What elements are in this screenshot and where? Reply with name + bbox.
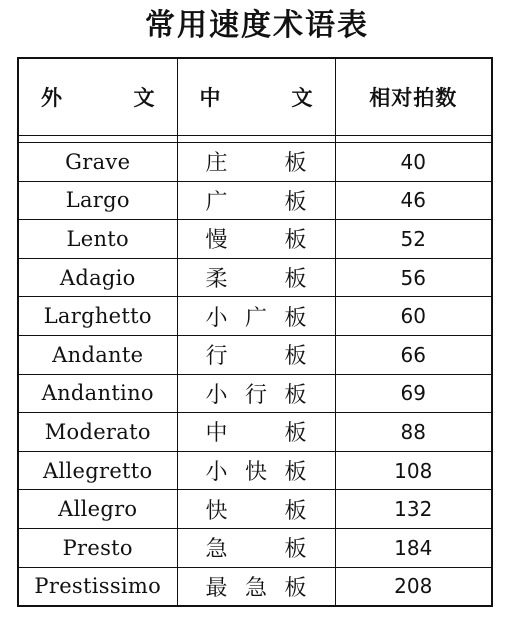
foreign-term-cell: Lento <box>18 220 177 259</box>
chinese-term-cell: 行 板 <box>177 335 335 374</box>
bpm-cell: 52 <box>335 220 492 259</box>
table-row <box>18 143 492 182</box>
bpm-cell: 108 <box>335 451 492 490</box>
bpm-cell: 69 <box>335 374 492 413</box>
bpm-cell: 40 <box>335 143 492 182</box>
header-bpm: 相对拍数 <box>335 58 492 136</box>
table-row <box>18 374 492 413</box>
table-row <box>18 490 492 529</box>
bpm-cell: 60 <box>335 297 492 336</box>
chinese-term-cell: 小 行 板 <box>177 374 335 413</box>
table-row <box>18 335 492 374</box>
foreign-term-cell: Larghetto <box>18 297 177 336</box>
chinese-term-cell: 快 板 <box>177 490 335 529</box>
table-row <box>18 297 492 336</box>
header-chinese: 中 文 <box>177 58 335 136</box>
bpm-cell: 66 <box>335 335 492 374</box>
bpm-cell: 184 <box>335 528 492 567</box>
bpm-cell: 132 <box>335 490 492 529</box>
table-row <box>18 258 492 297</box>
chinese-term-cell: 小 快 板 <box>177 451 335 490</box>
foreign-term-cell: Andantino <box>18 374 177 413</box>
foreign-term-cell: Moderato <box>18 413 177 452</box>
bpm-cell: 46 <box>335 181 492 220</box>
foreign-term-cell: Allegretto <box>18 451 177 490</box>
chinese-term-cell: 最 急 板 <box>177 567 335 606</box>
chinese-term-cell: 广 板 <box>177 181 335 220</box>
bpm-cell: 56 <box>335 258 492 297</box>
table-row <box>18 413 492 452</box>
table-body <box>18 136 492 607</box>
header-row <box>18 58 492 136</box>
foreign-term-cell: Adagio <box>18 258 177 297</box>
foreign-term-cell: Prestissimo <box>18 567 177 606</box>
chinese-term-cell: 柔 板 <box>177 258 335 297</box>
foreign-term-cell: Presto <box>18 528 177 567</box>
table-row <box>18 220 492 259</box>
header-foreign: 外 文 <box>18 58 177 136</box>
foreign-term-cell: Largo <box>18 181 177 220</box>
chinese-term-cell: 慢 板 <box>177 220 335 259</box>
page-title: 常用速度术语表 <box>145 8 369 43</box>
header-separator <box>18 136 492 143</box>
table-row <box>18 528 492 567</box>
chinese-term-cell: 急 板 <box>177 528 335 567</box>
chinese-term-cell: 中 板 <box>177 413 335 452</box>
bpm-cell: 88 <box>335 413 492 452</box>
chinese-term-cell: 小 广 板 <box>177 297 335 336</box>
foreign-term-cell: Grave <box>18 143 177 182</box>
table-row <box>18 567 492 606</box>
chinese-term-cell: 庄 板 <box>177 143 335 182</box>
tempo-terms-table <box>17 57 493 607</box>
table-header <box>18 58 492 136</box>
foreign-term-cell: Allegro <box>18 490 177 529</box>
table-row <box>18 181 492 220</box>
foreign-term-cell: Andante <box>18 335 177 374</box>
table-row <box>18 451 492 490</box>
bpm-cell: 208 <box>335 567 492 606</box>
